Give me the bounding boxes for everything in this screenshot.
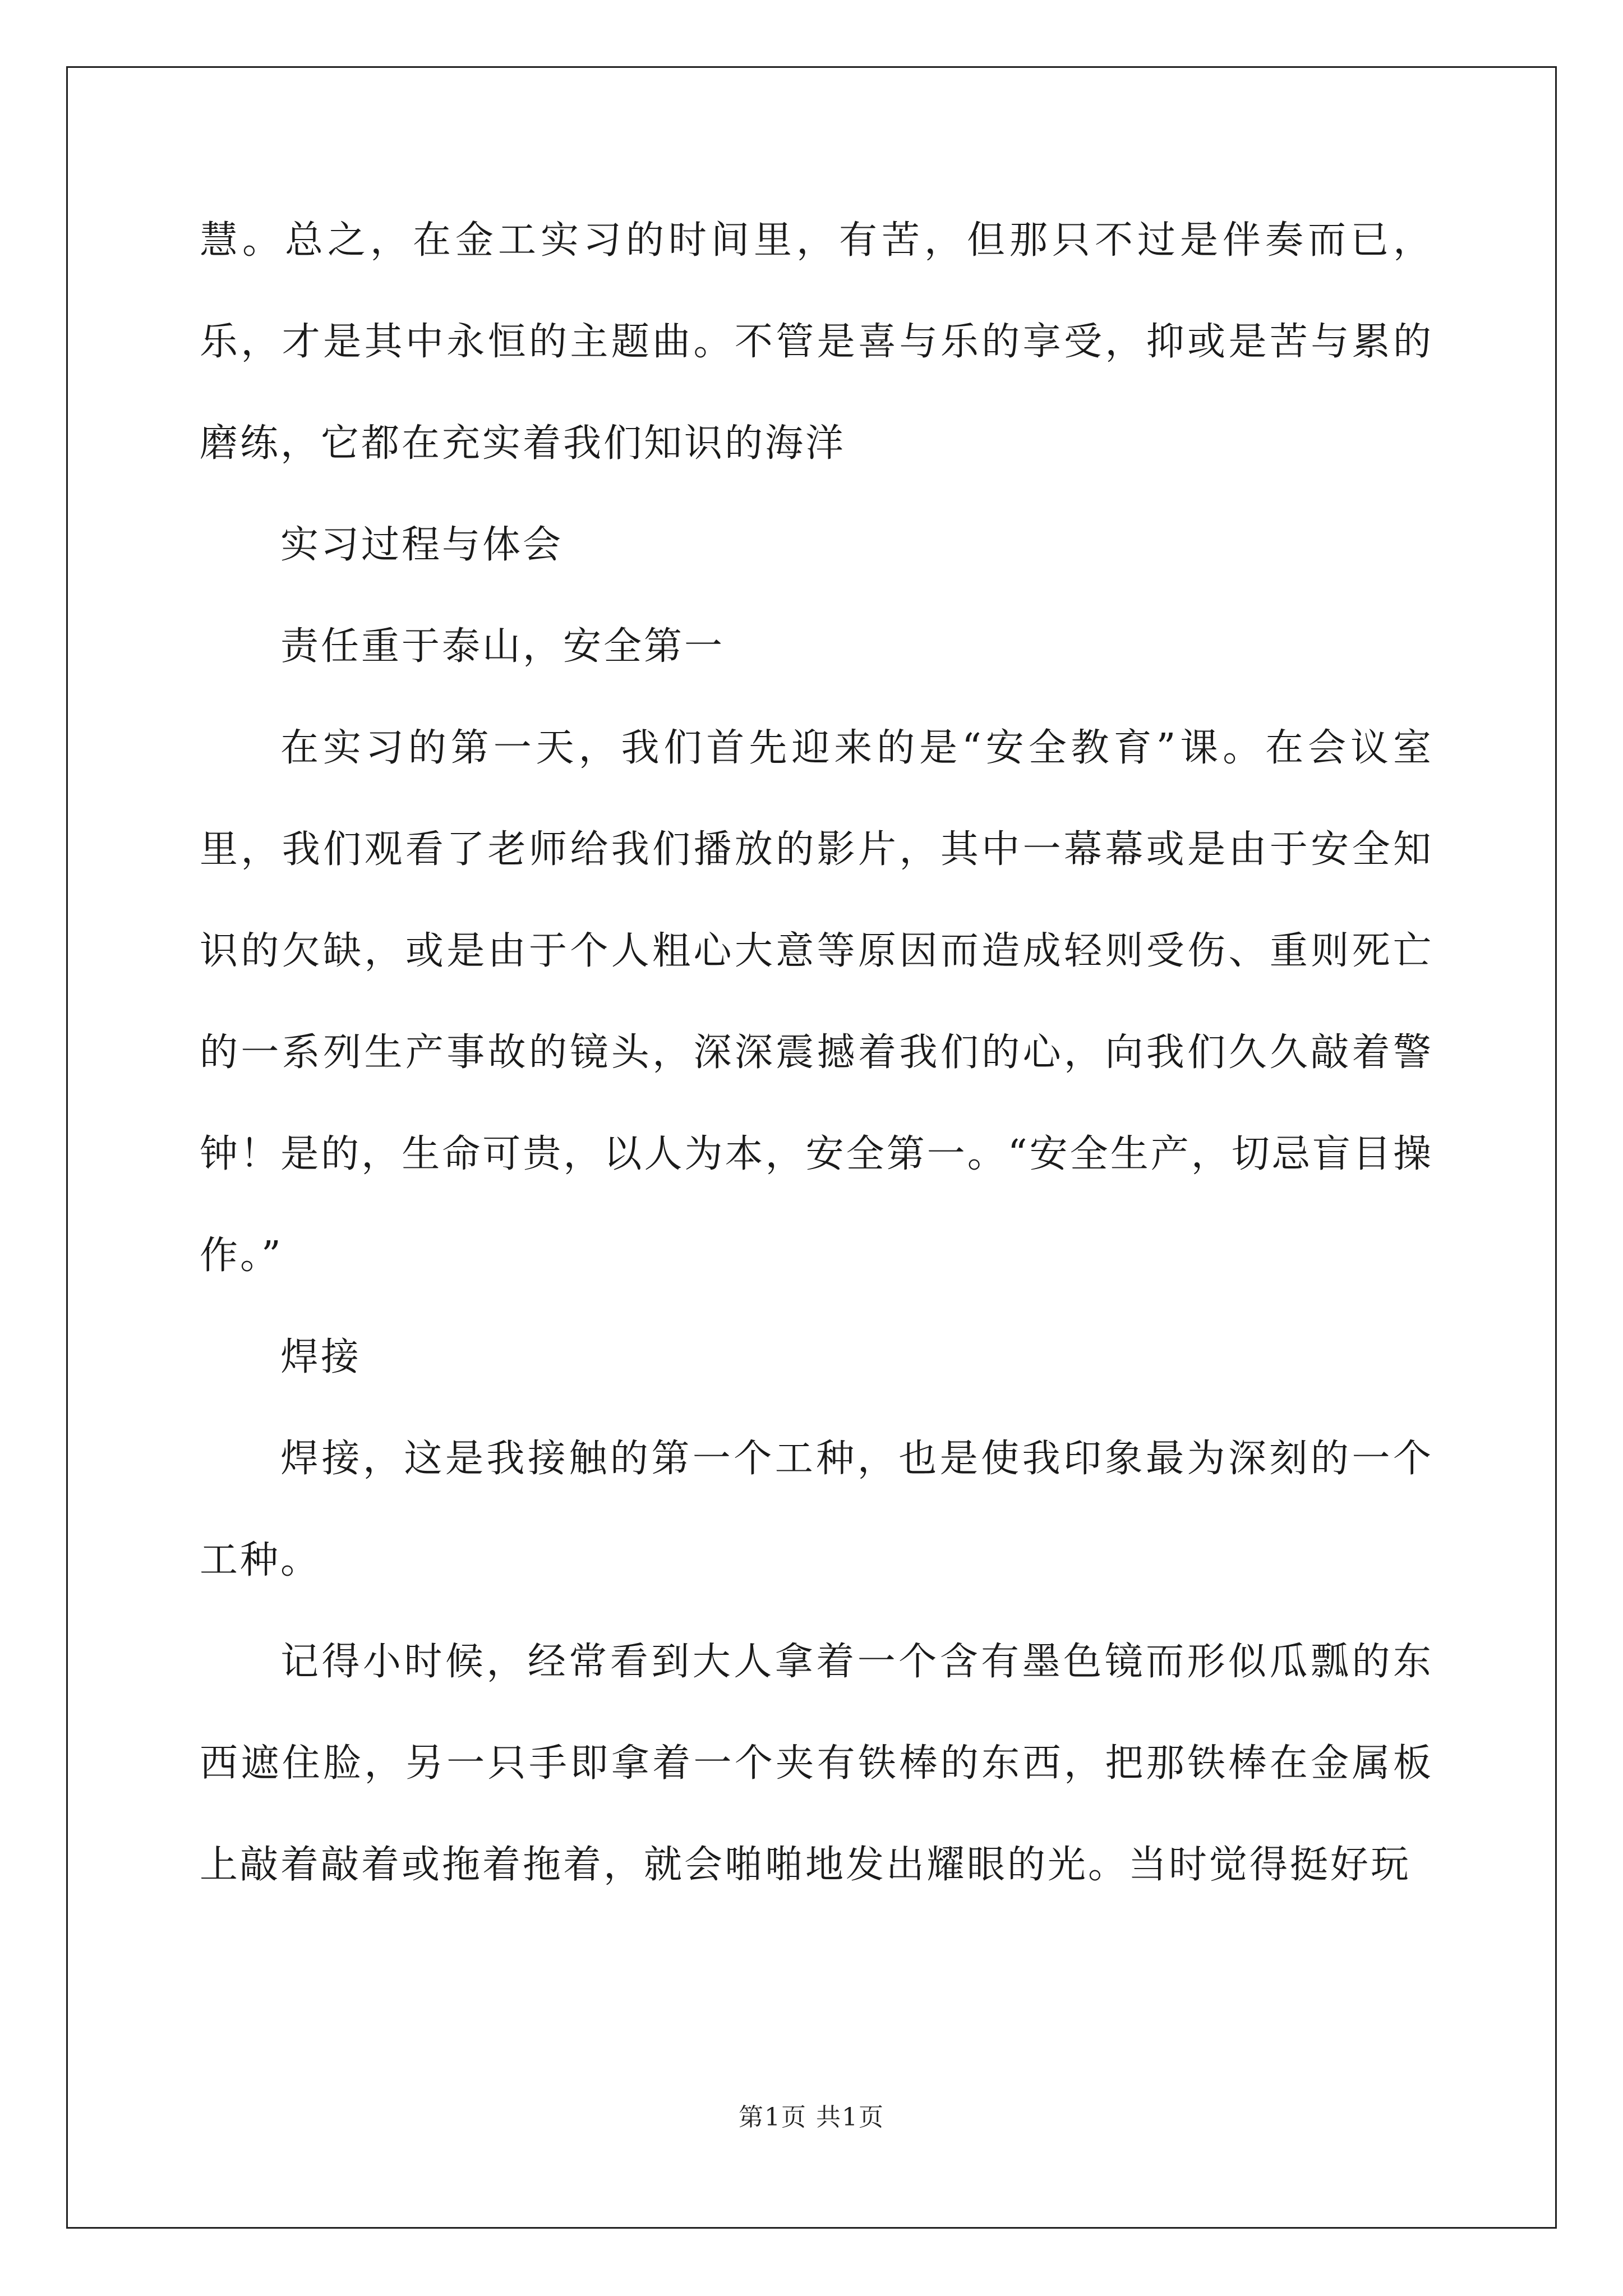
subheading-welding: 焊接 (280, 1335, 362, 1379)
page-number-footer: 第1页 共1页 (739, 2103, 884, 2132)
subheading-safety-first: 责任重于泰山，安全第一 (280, 624, 725, 669)
paragraph-welding-intro: 焊接，这是我接触的第一个工种，也是使我印象最为深刻的一个工种。 (200, 1437, 1433, 1582)
paragraph-continuation: 慧。总之，在金工实习的时间里，有苦，但那只不过是伴奏而已，乐，才是其中永恒的主题曲。不管是喜与乐的享受，抑或是苦与累的磨练，它都在充实着我们知识的海洋 (200, 218, 1433, 466)
paragraph-childhood-memory: 记得小时候，经常看到大人拿着一个含有墨色镜而形似瓜瓢的东西遮住脸，另一只手即拿着一个夹有铁棒的东西，把那铁棒在金属板上敲着敲着或拖着拖着，就会啪啪地发出耀眼的光。当时觉得挺好玩 (200, 1640, 1433, 1887)
document-body (200, 190, 1433, 1916)
section-heading-internship-process: 实习过程与体会 (280, 523, 564, 567)
paragraph-safety-education: 在实习的第一天，我们首先迎来的是“安全教育”课。在会议室里，我们观看了老师给我们播放的影片，其中一幕幕或是由于安全知识的欠缺，或是由于个人粗心大意等原因而造成轻则受伤、重则死亡的一系列生产事故的镜头，深深震撼着我们的心，向我们久久敲着警钟！是的，生命可贵，以人为本，安全第一。“安全生产，切忌盲目操作。” (200, 726, 1433, 1278)
